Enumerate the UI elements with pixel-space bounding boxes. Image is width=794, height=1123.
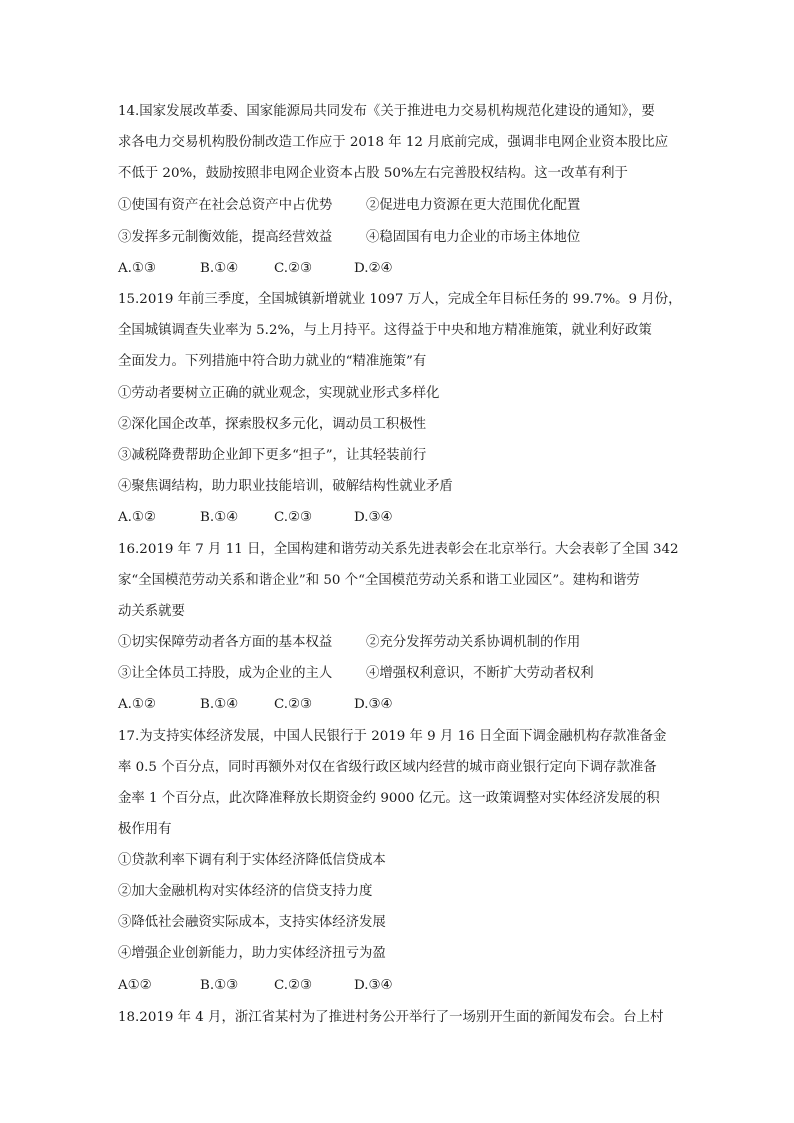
q16-option-d: D.③④ bbox=[354, 697, 393, 712]
q16-items-row-2 bbox=[118, 664, 594, 684]
q17-option-c: C.②③ bbox=[274, 978, 313, 993]
q14-item-4: ④稳固国有电力企业的市场主体地位 bbox=[366, 230, 581, 245]
q16-options bbox=[118, 695, 424, 715]
q15-item-4: ④聚焦调结构，助力职业技能培训，破解结构性就业矛盾 bbox=[118, 479, 453, 494]
q15-stem-line-2: 全国城镇调查失业率为 5.2%，与上月持平。这得益于中央和地方精准施策，就业利好政策 bbox=[118, 323, 652, 338]
q14-item-3: ③发挥多元制衡效能，提高经营效益 bbox=[118, 230, 333, 245]
q16-stem-line-3: 动关系就要 bbox=[118, 604, 185, 619]
q15-item-1: ①劳动者要树立正确的就业观念，实现就业形式多样化 bbox=[118, 386, 440, 401]
q14-stem-line-1: 14.国家发展改革委、国家能源局共同发布《关于推进电力交易机构规范化建设的通知》，要 bbox=[118, 104, 655, 119]
q16-item-2: ②充分发挥劳动关系协调机制的作用 bbox=[366, 635, 581, 650]
q17-stem-line-4: 极作用有 bbox=[118, 822, 172, 837]
q17-stem-line-3: 金率 1 个百分点，此次降准释放长期资金约 9000 亿元。这一政策调整对实体经济发展的积 bbox=[118, 791, 660, 806]
q17-stem-line-2: 率 0.5 个百分点，同时再额外对仅在省级行政区域内经营的城市商业银行定向下调存款准备 bbox=[118, 760, 657, 775]
q15-item-3: ③减税降费帮助企业卸下更多“担子”，让其轻装前行 bbox=[118, 448, 427, 463]
q15-option-a: A.①② bbox=[118, 510, 156, 525]
q15-option-d: D.③④ bbox=[354, 510, 393, 525]
q14-option-d: D.②④ bbox=[354, 261, 393, 276]
q15-stem-line-1: 15.2019 年前三季度，全国城镇新增就业 1097 万人，完成全年目标任务的 99.7%。9 月份， bbox=[118, 292, 682, 307]
q16-stem-line-2: 家“全国模范劳动关系和谐企业”和 50 个“全国模范劳动关系和谐工业园区”。建构和谐劳 bbox=[118, 573, 640, 588]
q15-option-c: C.②③ bbox=[274, 510, 313, 525]
q17-options bbox=[118, 976, 424, 996]
q16-item-4: ④增强权利意识，不断扩大劳动者权利 bbox=[366, 666, 594, 681]
q14-options bbox=[118, 259, 424, 279]
q15-stem-line-3: 全面发力。下列措施中符合助力就业的“精准施策”有 bbox=[118, 354, 427, 369]
q16-option-b: B.①④ bbox=[200, 697, 239, 712]
q14-items-row-2 bbox=[118, 228, 580, 248]
q15-item-2: ②深化国企改革，探索股权多元化，调动员工积极性 bbox=[118, 417, 426, 432]
q17-option-a: A①② bbox=[118, 978, 152, 993]
q17-stem-line-1: 17.为支持实体经济发展，中国人民银行于 2019 年 9 月 16 日全面下调金融机构存款准备金 bbox=[118, 729, 667, 744]
q14-item-1: ①使国有资产在社会总资产中占优势 bbox=[118, 198, 333, 213]
q17-item-3: ③降低社会融资实际成本，支持实体经济发展 bbox=[118, 915, 386, 930]
q18-stem-line-1: 18.2019 年 4 月，浙江省某村为了推进村务公开举行了一场别开生面的新闻发布会。台上村 bbox=[118, 1010, 664, 1025]
q17-item-2: ②加大金融机构对实体经济的信贷支持力度 bbox=[118, 884, 373, 899]
q17-item-4: ④增强企业创新能力，助力实体经济扭亏为盈 bbox=[118, 946, 386, 961]
q14-item-2: ②促进电力资源在更大范围优化配置 bbox=[366, 198, 581, 213]
q16-stem-line-1: 16.2019 年 7 月 11 日，全国构建和谐劳动关系先进表彰会在北京举行。大会表彰了全国 342 bbox=[118, 542, 679, 557]
q15-option-b: B.①④ bbox=[200, 510, 239, 525]
q16-item-1: ①切实保障劳动者各方面的基本权益 bbox=[118, 635, 333, 650]
q14-items-row-1 bbox=[118, 196, 580, 216]
q16-items-row-1 bbox=[118, 633, 580, 653]
q14-option-a: A.①③ bbox=[118, 261, 156, 276]
q15-options bbox=[118, 508, 424, 528]
q16-option-c: C.②③ bbox=[274, 697, 313, 712]
q17-option-d: D.③④ bbox=[354, 978, 393, 993]
q14-stem-line-2: 求各电力交易机构股份制改造工作应于 2018 年 12 月底前完成，强调非电网企业资本股比应 bbox=[118, 135, 669, 150]
q14-stem-line-3: 不低于 20%，鼓励按照非电网企业资本占股 50%左右完善股权结构。这一改革有利于 bbox=[118, 166, 628, 181]
q16-option-a: A.①② bbox=[118, 697, 156, 712]
q14-option-c: C.②③ bbox=[274, 261, 313, 276]
q14-option-b: B.①④ bbox=[200, 261, 239, 276]
q17-option-b: B.①③ bbox=[200, 978, 239, 993]
q17-item-1: ①贷款利率下调有利于实体经济降低信贷成本 bbox=[118, 853, 386, 868]
q16-item-3: ③让全体员工持股，成为企业的主人 bbox=[118, 666, 333, 681]
